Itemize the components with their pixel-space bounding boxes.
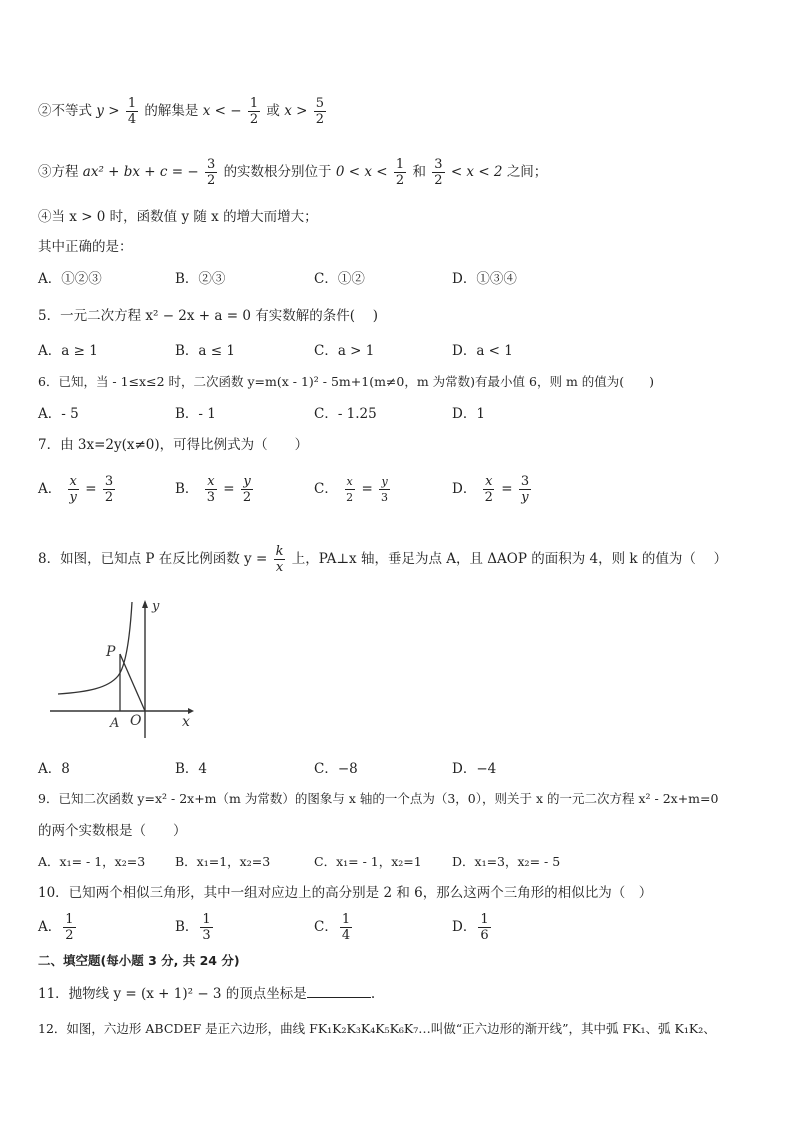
- statement-2: ②不等式 y > $\frac{1}{4}$ 的解集是 x < − $\frac{1}{2}$ 或 x > $\frac{5}{2}$: [38, 96, 324, 127]
- q6-option-c[interactable]: C．- 1.25: [314, 406, 377, 422]
- segment-po: [120, 654, 145, 711]
- label-y: y: [152, 599, 160, 614]
- q9-option-b[interactable]: B．x₁=1，x₂=3: [175, 854, 271, 869]
- q4-option-c[interactable]: C．①②: [314, 271, 365, 287]
- question-9-line-1: 9．已知二次函数 y=x² - 2x+m（m 为常数）的图象与 x 轴的一个点为（3，0），则关于 x 的一元二次方程 x² - 2x+m=0: [38, 791, 719, 806]
- label-a: A: [110, 716, 120, 731]
- q4-option-a[interactable]: A．①②③: [38, 271, 102, 287]
- hyperbola-curve: [58, 602, 132, 694]
- label-o: O: [130, 713, 142, 729]
- q5-option-a[interactable]: A．a ≥ 1: [38, 343, 98, 359]
- q5-option-d[interactable]: D．a < 1: [452, 343, 513, 359]
- label-x: x: [182, 714, 190, 730]
- question-5: 5．一元二次方程 x² − 2x + a = 0 有实数解的条件( ): [38, 308, 379, 324]
- q5-option-b[interactable]: B．a ≤ 1: [175, 343, 235, 359]
- q10-option-a[interactable]: A． $\frac{1}{2}$: [38, 912, 74, 943]
- statement-4: ④当 x > 0 时，函数值 y 随 x 的增大而增大；: [38, 209, 318, 225]
- q4-option-d[interactable]: D．①③④: [452, 271, 517, 287]
- question-11: 11．抛物线 y = (x + 1)² − 3 的顶点坐标是 .: [38, 983, 375, 1003]
- inverse-function-figure: [48, 596, 198, 742]
- fraction: $\frac{3}{2}$: [206, 157, 216, 188]
- q7-option-c[interactable]: C． $\frac{x}{2}$ = $\frac{y}{3}$: [314, 475, 389, 504]
- fraction: $\frac{1}{4}$: [127, 96, 137, 127]
- y-axis-arrow: [142, 600, 148, 608]
- q4-option-b[interactable]: B．②③: [175, 271, 226, 287]
- section-2-heading: 二、填空题(每小题 3 分, 共 24 分): [38, 953, 240, 968]
- q10-option-d[interactable]: D． $\frac{1}{6}$: [452, 912, 489, 943]
- q7-option-d[interactable]: D． $\frac{x}{2}$ = $\frac{3}{y}$: [452, 474, 530, 505]
- fraction: $\frac{1}{2}$: [395, 157, 405, 188]
- q6-option-b[interactable]: B．- 1: [175, 406, 216, 422]
- q9-option-d[interactable]: D．x₁=3，x₂= - 5: [452, 854, 561, 869]
- fraction: $\frac{1}{2}$: [249, 96, 259, 127]
- q7-option-a[interactable]: A． $\frac{x}{y}$ = $\frac{3}{2}$: [38, 474, 114, 505]
- q9-option-c[interactable]: C．x₁= - 1，x₂=1: [314, 854, 422, 869]
- q10-option-c[interactable]: C． $\frac{1}{4}$: [314, 912, 351, 943]
- question-6: 6．已知，当 - 1≤x≤2 时，二次函数 y=m(x - 1)² - 5m+1(m≠0，m 为常数)有最小值 6，则 m 的值为( ): [38, 374, 655, 389]
- q8-option-d[interactable]: D．−4: [452, 761, 497, 777]
- q5-option-c[interactable]: C．a > 1: [314, 343, 375, 359]
- q8-option-b[interactable]: B．4: [175, 761, 208, 777]
- q6-option-a[interactable]: A．- 5: [38, 406, 79, 422]
- q9-option-a[interactable]: A．x₁= - 1，x₂=3: [38, 854, 146, 869]
- question-7: 7．由 3x=2y(x≠0)，可得比例式为（ ）: [38, 437, 309, 453]
- q8-option-c[interactable]: C．−8: [314, 761, 358, 777]
- fraction: $\frac{5}{2}$: [315, 96, 324, 127]
- question-8: 8．如图，已知点 P 在反比例函数 y = $\frac{k}{x}$ 上，PA⊥x 轴，垂足为点 A，且 ΔAOP 的面积为 4，则 k 的值为（ ）: [38, 544, 728, 575]
- q6-option-d[interactable]: D．1: [452, 406, 485, 422]
- fraction: $\frac{3}{2}$: [434, 157, 443, 188]
- question-10: 10．已知两个相似三角形，其中一组对应边上的高分别是 2 和 6，那么这两个三角形的相似比为（ ）: [38, 885, 653, 901]
- q7-option-b[interactable]: B． $\frac{x}{3}$ = $\frac{y}{2}$: [175, 474, 252, 505]
- answer-blank[interactable]: [307, 983, 371, 998]
- question-12: 12．如图，六边形 ABCDEF 是正六边形，曲线 FK₁K₂K₃K₄K₅K₆K₇…叫做“正六边形的渐开线”，其中弧 FK₁、弧 K₁K₂、: [38, 1021, 716, 1036]
- which-correct: 其中正确的是：: [38, 239, 133, 255]
- statement-3: ③方程 ax² + bx + c = − $\frac{3}{2}$ 的实数根分别位于 0 < x < $\frac{1}{2}$ 和 $\frac{3}{2}$ < x < 2 之间；: [38, 157, 548, 188]
- label-p: P: [106, 644, 116, 660]
- question-9-line-2: 的两个实数根是（ ）: [38, 823, 187, 839]
- q10-option-b[interactable]: B． $\frac{1}{3}$: [175, 912, 211, 943]
- q8-option-a[interactable]: A．8: [38, 761, 70, 777]
